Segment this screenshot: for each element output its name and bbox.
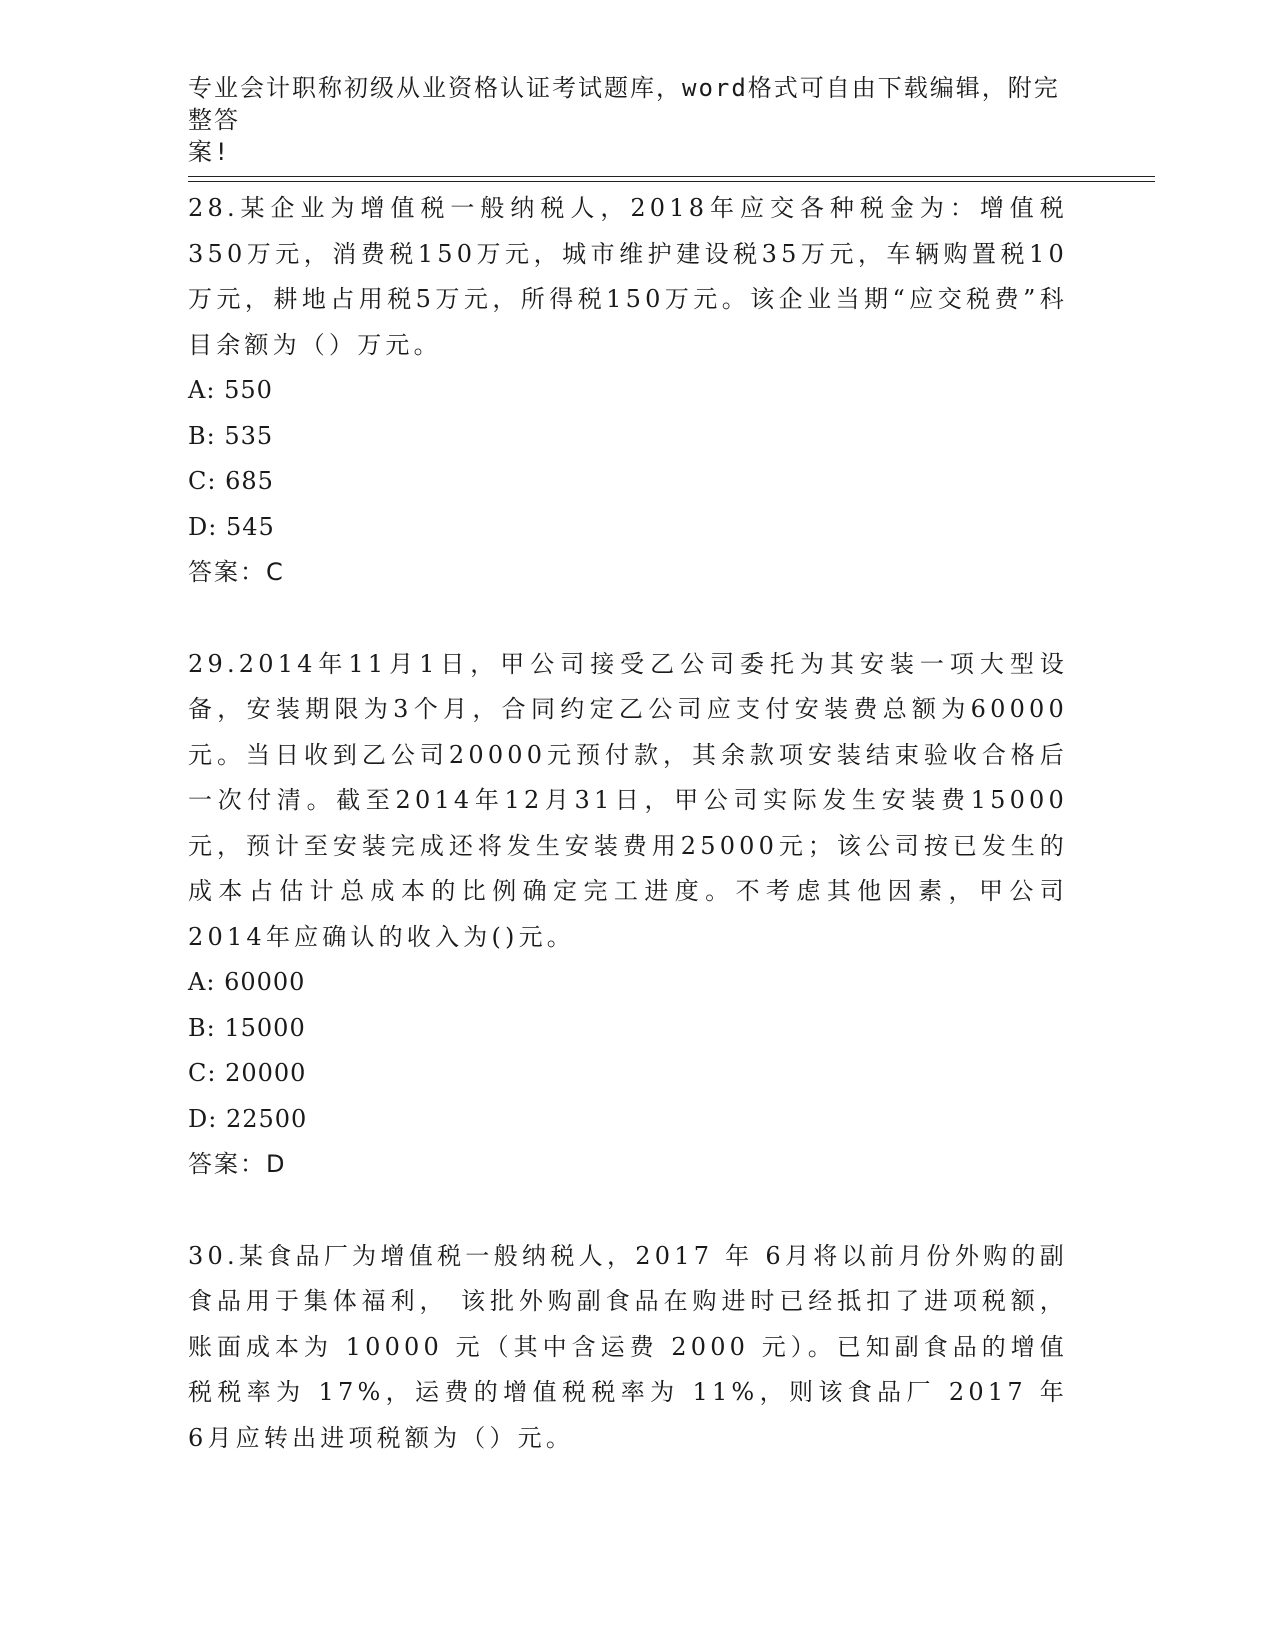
question-list bbox=[188, 186, 1068, 1461]
option-a bbox=[188, 368, 1068, 414]
question-29 bbox=[188, 642, 1068, 1188]
question-spacer bbox=[188, 1188, 1068, 1234]
option-b bbox=[188, 414, 1068, 460]
question-stem: 29.2014年11月1日，甲公司接受乙公司委托为其安装一项大型设备，安装期限为3个月，合同约定乙公司应支付安装费总额为60000元。当日收到乙公司20000元预付款，其余款项安装结束验收合格后一次付清。截至2014年12月31日，甲公司实际发生安装费15000元，预计至安装完成还将发生安装费用25000元；该公司按已发生的成本占估计总成本的比例确定完工进度。不考虑其他因素，甲公司2014年应确认的收入为()元。 bbox=[188, 649, 1068, 951]
option-letter: D: bbox=[188, 1104, 218, 1133]
answer-line: 答案：D bbox=[188, 1150, 287, 1178]
option-text: 22500 bbox=[225, 1104, 308, 1133]
header-line-1: 专业会计职称初级从业资格认证考试题库，word格式可自由下载编辑，附完整答 bbox=[188, 74, 1060, 134]
question-stem: 30.某食品厂为增值税一般纳税人，2017 年 6月将以前月份外购的副食品用于集体福利， 该批外购副食品在购进时已经抵扣了进项税额，账面成本为 10000 元（其中含运费 2000 元）。已知副食品的增值税税率为 17%，运费的增值税税率为 11%，则该食品厂 2017 年 6月应转出进项税额为（）元。 bbox=[188, 1241, 1068, 1452]
header-line-2: 案! bbox=[188, 138, 231, 166]
option-letter: C: bbox=[188, 467, 217, 495]
option-letter: A: bbox=[188, 376, 216, 404]
option-b bbox=[188, 1006, 1068, 1052]
question-28 bbox=[188, 186, 1068, 596]
option-text: 60000 bbox=[224, 968, 306, 996]
document-header bbox=[188, 72, 1068, 168]
option-c bbox=[188, 459, 1068, 505]
option-letter: D: bbox=[188, 512, 218, 541]
option-text: 545 bbox=[225, 512, 275, 541]
option-c bbox=[188, 1051, 1068, 1097]
option-text: 15000 bbox=[224, 1013, 306, 1042]
header-divider-top bbox=[188, 176, 1155, 177]
option-letter: B: bbox=[188, 1013, 216, 1042]
header-divider-bottom bbox=[188, 181, 1155, 182]
option-text: 20000 bbox=[225, 1059, 307, 1087]
option-d bbox=[188, 1097, 1068, 1143]
answer-line: 答案：C bbox=[188, 558, 285, 586]
question-stem: 28.某企业为增值税一般纳税人，2018年应交各种税金为：增值税350万元，消费税150万元，城市维护建设税35万元，车辆购置税10万元，耕地占用税5万元，所得税150万元。该企业当期“应交税费”科目余额为（）万元。 bbox=[188, 194, 1068, 359]
option-text: 535 bbox=[224, 421, 274, 450]
option-text: 685 bbox=[225, 467, 274, 495]
option-text: 550 bbox=[224, 376, 273, 404]
option-letter: A: bbox=[188, 968, 216, 996]
option-d bbox=[188, 505, 1068, 551]
question-spacer bbox=[188, 596, 1068, 642]
question-30 bbox=[188, 1234, 1068, 1462]
option-a bbox=[188, 960, 1068, 1006]
option-letter: B: bbox=[188, 421, 216, 450]
option-letter: C: bbox=[188, 1059, 217, 1087]
